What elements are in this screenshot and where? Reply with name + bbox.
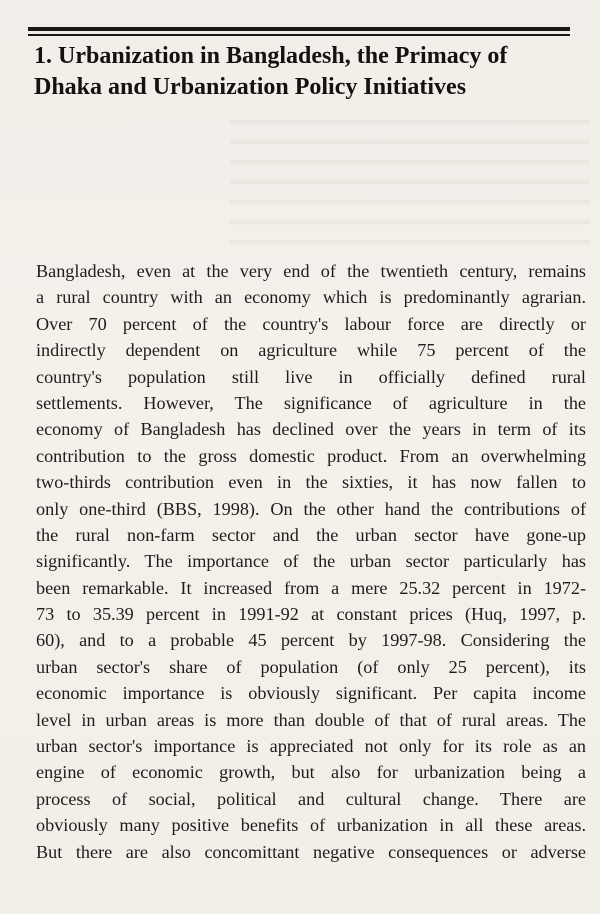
- text-line: But there are also concomittant negative consequences or adverse: [36, 841, 586, 862]
- text-line: the rural non-farm sector and the urban sector have gone-up: [36, 524, 586, 545]
- text-line: a rural country with an economy which is predominantly agrarian.: [36, 287, 586, 308]
- show-through-text: [230, 105, 590, 255]
- text-line: two-thirds contribution even in the sixties, it has now fallen to: [36, 472, 586, 493]
- text-line: urban sector's importance is appreciated not only for its role as an: [36, 736, 586, 757]
- text-line: economic importance is obviously significant. Per capita income: [36, 683, 586, 704]
- text-line: country's population still live in officially defined rural: [36, 366, 586, 387]
- text-line: 73 to 35.39 percent in 1991-92 at constant prices (Huq, 1997, p.: [36, 604, 586, 625]
- chapter-title-line-1: 1. Urbanization in Bangladesh, the Primacy of: [34, 43, 508, 69]
- text-line: level in urban areas is more than double of that of rural areas. The: [36, 709, 586, 730]
- text-line: process of social, political and cultural change. There are: [36, 788, 586, 809]
- text-line: economy of Bangladesh has declined over the years in term of its: [36, 419, 586, 440]
- text-line: only one-third (BBS, 1998). On the other hand the contributions of: [36, 498, 586, 519]
- text-line: engine of economic growth, but also for urbanization being a: [36, 762, 586, 783]
- header-rule-thick: [28, 27, 570, 31]
- header-rule-thin: [28, 34, 570, 36]
- text-line: 60), and to a probable 45 percent by 1997-98. Considering the: [36, 630, 586, 651]
- text-line: significantly. The importance of the urban sector particularly has: [36, 551, 586, 572]
- text-line: urban sector's share of population (of only 25 percent), its: [36, 656, 586, 677]
- text-line: indirectly dependent on agriculture while 75 percent of the: [36, 340, 586, 361]
- text-line: settlements. However, The significance of agriculture in the: [36, 392, 586, 413]
- body-paragraph: [36, 258, 586, 865]
- chapter-title-line-2: Dhaka and Urbanization Policy Initiatives: [34, 74, 467, 100]
- text-line: Over 70 percent of the country's labour force are directly or: [36, 313, 586, 334]
- text-line: been remarkable. It increased from a mere 25.32 percent in 1972-: [36, 577, 586, 598]
- text-line: Bangladesh, even at the very end of the twentieth century, remains: [36, 261, 586, 281]
- text-line: contribution to the gross domestic product. From an overwhelming: [36, 445, 586, 466]
- text-line: obviously many positive benefits of urbanization in all these areas.: [36, 815, 586, 836]
- chapter-title: [34, 41, 574, 103]
